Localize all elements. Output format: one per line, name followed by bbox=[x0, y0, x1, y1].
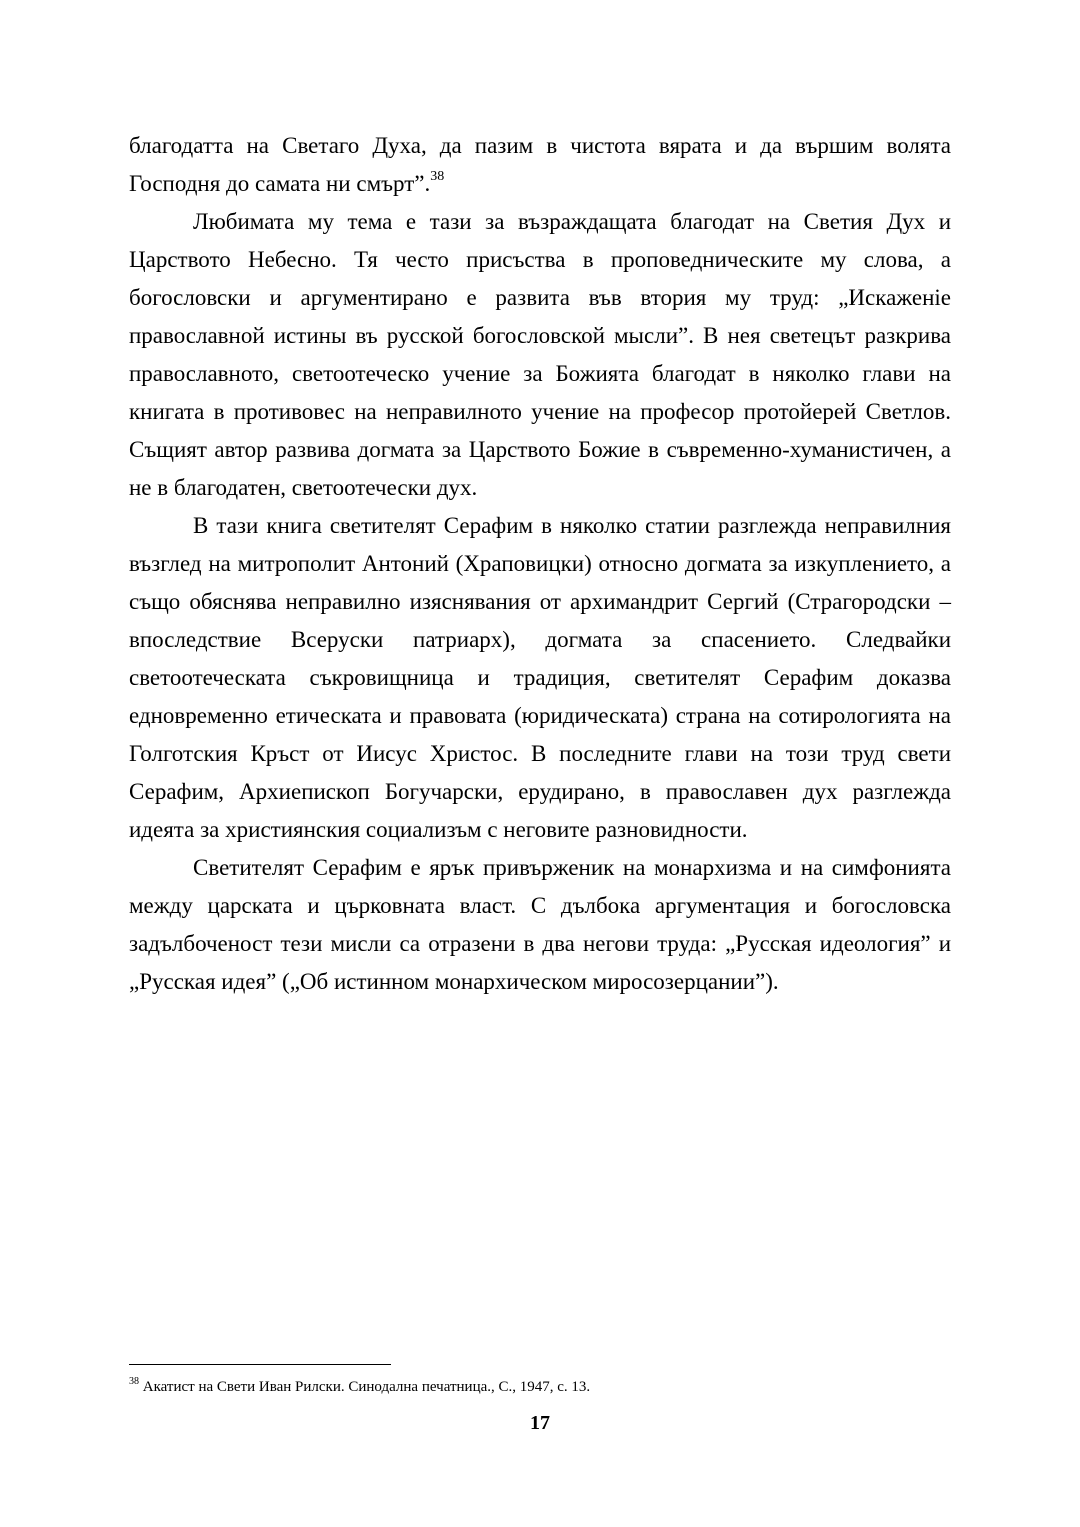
footnote-number: 38 bbox=[129, 1376, 139, 1387]
footnote-reference[interactable]: 38 bbox=[430, 169, 445, 185]
paragraph-first-line: благодатта на Светаго Духа, да пазим в чистота вярата и да вършим волята bbox=[129, 133, 951, 158]
footnote-text: Акатист на Свети Иван Рилски. Синодална печатница., С., 1947, с. 13. bbox=[142, 1379, 591, 1395]
paragraph-favorite-theme: Любимата му тема е тази за възраждащата благодат на Светия Дух и Царството Небесно. Тя често присъства в проповедническите му слова, а богословски и аргументирано е развита във втория му труд: „Искаженіе православной истины въ русской богословской мысли”. В нея светецът разкрива православното, светоотеческо учение за Божията благодат в няколко глави на книгата в противовес на неправилното учение на професор протойерей Светлов. Същият автор развива догмата за Царството Божие в съвременно-хуманистичен, а не в благодатен, светоотечески дух. bbox=[129, 209, 951, 500]
page-number: 17 bbox=[530, 1412, 550, 1434]
footnote bbox=[129, 1377, 951, 1397]
footnote-separator bbox=[129, 1364, 391, 1365]
paragraph-rest: Господня до самата ни смърт”. bbox=[129, 171, 431, 196]
page-body bbox=[129, 127, 951, 1001]
paragraph-book-articles: В тази книга светителят Серафим в няколко статии разглежда неправилния възглед на митрополит Антоний (Храповицки) относно догмата за изкуплението, а също обяснява неправилно изяснявания от архимандрит Сергий (Страгородски – впоследствие Всеруски патриарх), догмата за спасението. Следвайки светоотеческата съкровищница и традиция, светителят Серафим доказва едновременно етическата и правовата (юридическата) страна на сотирологията на Голготския Кръст от Иисус Христос. В последните глави на този труд свети Серафим, Архиепископ Богучарски, ерудирано, в православен дух разглежда идеята за християнския социализъм с неговите разновидности. bbox=[129, 513, 951, 842]
paragraph-continuation bbox=[129, 127, 951, 203]
paragraph-monarchism: Светителят Серафим е ярък привърженик на монархизма и на симфонията между царската и църковната власт. С дълбока аргументация и богословска задълбоченост тези мисли са отразени в два негови труда: „Русская идеология” и „Русская идея” („Об истинном монархическом миросозерцании”). bbox=[129, 855, 951, 994]
